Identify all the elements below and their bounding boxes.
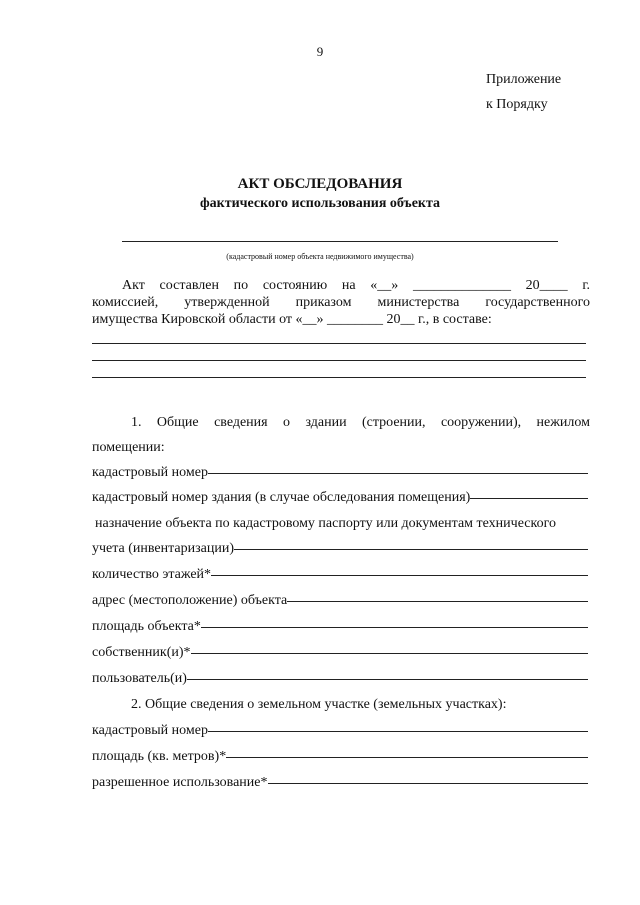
heading-word: 1. bbox=[131, 415, 142, 430]
field-line[interactable] bbox=[191, 653, 588, 654]
date-year-field[interactable]: 20____ bbox=[525, 278, 568, 293]
section-2-heading: 2. Общие сведения о земельном участке (земельных участках): bbox=[131, 697, 507, 712]
floor-count-field[interactable] bbox=[92, 568, 588, 582]
building-number-for-premises-field[interactable] bbox=[92, 491, 588, 505]
field-line[interactable] bbox=[208, 731, 588, 732]
field-line[interactable] bbox=[234, 549, 588, 550]
heading-word: сооружении), bbox=[440, 415, 522, 430]
field-line[interactable] bbox=[201, 627, 588, 628]
inventory-record-field[interactable] bbox=[92, 542, 588, 556]
cadastral-number-caption: (кадастровый номер объекта недвижимого имущества) bbox=[226, 252, 414, 261]
heading-word: здании bbox=[305, 415, 347, 430]
object-area-field[interactable] bbox=[92, 620, 588, 634]
heading-word: сведения bbox=[214, 415, 268, 430]
date-month-field[interactable]: ______________ bbox=[412, 278, 511, 293]
section-1-heading-cont: помещении: bbox=[92, 440, 165, 455]
user-field[interactable] bbox=[92, 672, 588, 686]
heading-word: (строении, bbox=[361, 415, 426, 430]
field-label: учета (инвентаризации) bbox=[92, 541, 235, 556]
heading-word: нежилом bbox=[536, 415, 590, 430]
commission-members-line[interactable] bbox=[92, 360, 586, 361]
intro-word: государственного bbox=[485, 295, 590, 310]
field-line[interactable] bbox=[470, 498, 588, 499]
intro-word: утвержденной bbox=[184, 295, 270, 310]
field-line[interactable] bbox=[211, 575, 588, 576]
appendix-reference: к Порядку bbox=[486, 97, 548, 112]
field-label: кадастровый номер bbox=[92, 723, 208, 738]
commission-members-line[interactable] bbox=[92, 377, 586, 378]
intro-word: комиссией, bbox=[92, 295, 159, 310]
page-number: 9 bbox=[316, 44, 324, 59]
document-subtitle: фактического использования объекта bbox=[199, 196, 441, 211]
field-label: кадастровый номер здания (в случае обследования помещения) bbox=[92, 490, 471, 505]
intro-word: на bbox=[341, 278, 356, 293]
cadastral-number-line[interactable] bbox=[122, 241, 558, 242]
field-label: количество этажей* bbox=[92, 567, 212, 582]
intro-line-3[interactable]: имущества Кировской области от «__» ________ 20__ г., в составе: bbox=[92, 312, 492, 327]
intro-line-1 bbox=[122, 279, 590, 293]
intro-word: состоянию bbox=[262, 278, 328, 293]
field-label: собственник(и)* bbox=[92, 645, 191, 660]
intro-word: г. bbox=[582, 278, 590, 293]
land-area-field[interactable] bbox=[92, 750, 588, 764]
field-label: площадь объекта* bbox=[92, 619, 201, 634]
intro-word: приказом bbox=[295, 295, 352, 310]
building-cadastral-number-field[interactable] bbox=[92, 466, 588, 480]
field-label: разрешенное использование* bbox=[92, 775, 268, 790]
field-line[interactable] bbox=[226, 757, 588, 758]
date-day-field[interactable]: «__» bbox=[370, 278, 399, 293]
intro-word: по bbox=[233, 278, 249, 293]
intro-line-2 bbox=[92, 296, 590, 310]
field-line[interactable] bbox=[208, 473, 588, 474]
document-title: АКТ ОБСЛЕДОВАНИЯ bbox=[237, 176, 403, 192]
field-line[interactable] bbox=[187, 679, 588, 680]
field-label: площадь (кв. метров)* bbox=[92, 749, 227, 764]
owner-field[interactable] bbox=[92, 646, 588, 660]
intro-word: министерства bbox=[377, 295, 460, 310]
commission-members-line[interactable] bbox=[92, 343, 586, 344]
field-label: адрес (местоположение) объекта bbox=[92, 593, 288, 608]
purpose-field-label: назначение объекта по кадастровому паспорту или документам технического bbox=[95, 516, 556, 531]
field-label: пользователь(и) bbox=[92, 671, 187, 686]
land-cadastral-number-field[interactable] bbox=[92, 724, 588, 738]
field-line[interactable] bbox=[268, 783, 589, 784]
intro-word: Акт bbox=[122, 278, 145, 293]
field-line[interactable] bbox=[287, 601, 588, 602]
field-label: кадастровый номер bbox=[92, 465, 208, 480]
section-1-heading bbox=[131, 416, 590, 430]
intro-word: составлен bbox=[159, 278, 219, 293]
appendix-label: Приложение bbox=[486, 72, 562, 87]
heading-word: о bbox=[283, 415, 291, 430]
heading-word: Общие bbox=[156, 415, 199, 430]
permitted-use-field[interactable] bbox=[92, 776, 588, 790]
object-address-field[interactable] bbox=[92, 594, 588, 608]
